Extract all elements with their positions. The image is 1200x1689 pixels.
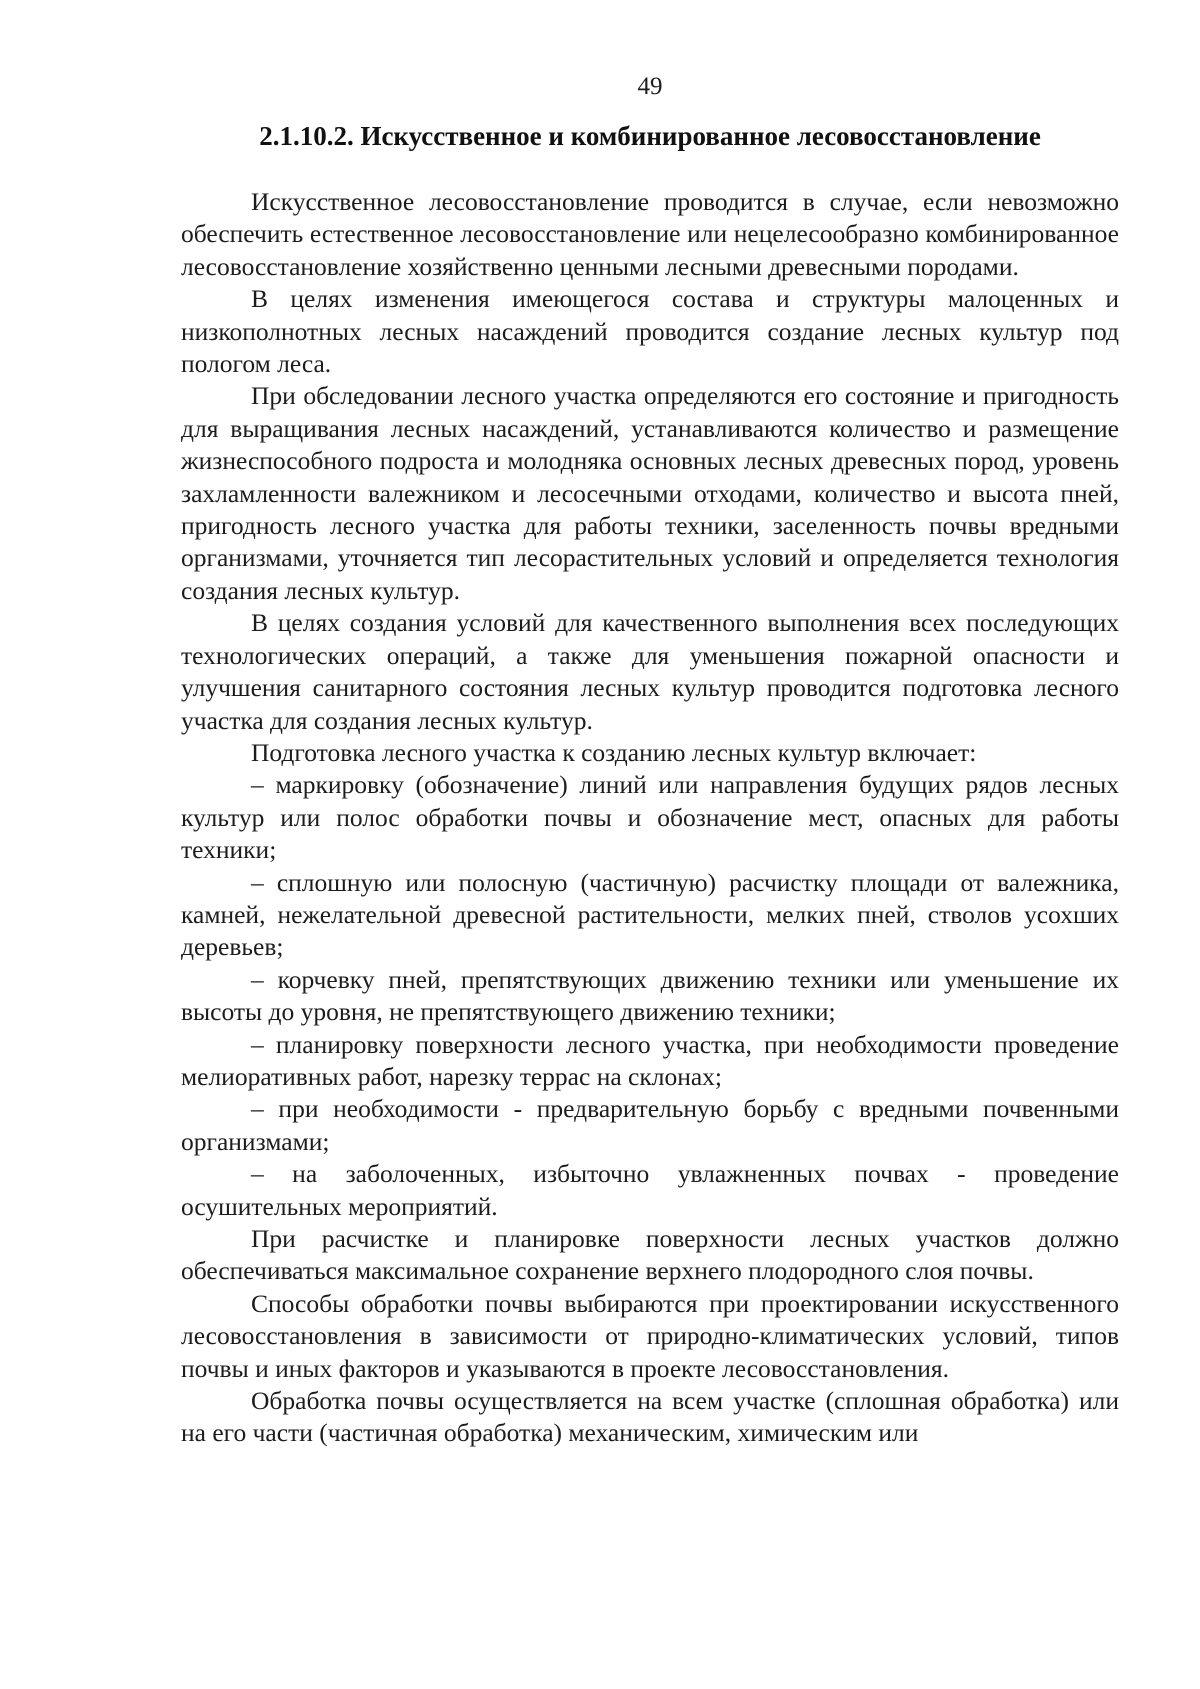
paragraph: В целях создания условий для качественного выполнения всех последующих технологических операций, а также для уменьшения пожарной опасности и улучшения санитарного состояния лесных культур проводится подготовка лесного участка для создания лесных культур. — [181, 608, 1119, 735]
list-item: – при необходимости - предварительную борьбу с вредными почвенными организмами; — [181, 1094, 1119, 1156]
paragraph: При расчистке и планировке поверхности лесных участков должно обеспечиваться максимальное сохранение верхнего плодородного слоя почвы. — [181, 1224, 1119, 1286]
paragraph: При обследовании лесного участка определяются его состояние и пригодность для выращивания лесных насаждений, устанавливаются количество и размещение жизнеспособного подроста и молодняка основных лесных древесных пород, уровень захламленности валежником и лесосечными отходами, количество и высота пней, пригодность лесного участка для работы техники, заселенность почвы вредными организмами, уточняется тип лесорастительных условий и определяется технология создания лесных культур. — [181, 381, 1119, 605]
list-item: – планировку поверхности лесного участка, при необходимости проведение мелиоративных работ, нарезку террас на склонах; — [181, 1029, 1119, 1091]
paragraph: Способы обработки почвы выбираются при проектировании искусственного лесовосстановления в зависимости от природно-климатических условий, типов почвы и иных факторов и указываются в проекте лесовосстановления. — [181, 1288, 1119, 1383]
paragraph: Искусственное лесовосстановление проводится в случае, если невозможно обеспечить естественное лесовосстановление или нецелесообразно комбинированное лесовосстановление хозяйственно ценными лесными древесными породами. — [181, 187, 1119, 281]
list-item: – корчевку пней, препятствующих движению техники или уменьшение их высоты до уровня, не препятствующего движению техники; — [181, 964, 1119, 1027]
list-item: – сплошную или полосную (частичную) расчистку площади от валежника, камней, нежелательной древесной растительности, мелких пней, стволов усохших деревьев; — [181, 867, 1119, 962]
paragraph: Обработка почвы осуществляется на всем участке (сплошная обработка) или на его части (частичная обработка) механическим, химическим или — [181, 1386, 1119, 1448]
list-item: – на заболоченных, избыточно увлажненных почвах - проведение осушительных мероприятий. — [181, 1159, 1119, 1221]
body-text — [181, 186, 1119, 1450]
list-item: – маркировку (обозначение) линий или направления будущих рядов лесных культур или полос обработки почвы и обозначение мест, опасных для работы техники; — [181, 770, 1119, 865]
section-heading: 2.1.10.2. Искусственное и комбинированное лесовосстановление — [259, 121, 1041, 151]
page-number: 49 — [637, 73, 663, 100]
paragraph: В целях изменения имеющегося состава и структуры малоценных и низкополнотных лесных насаждений проводится создание лесных культур под пологом леса. — [181, 284, 1119, 379]
paragraph: Подготовка лесного участка к созданию лесных культур включает: — [251, 737, 977, 767]
